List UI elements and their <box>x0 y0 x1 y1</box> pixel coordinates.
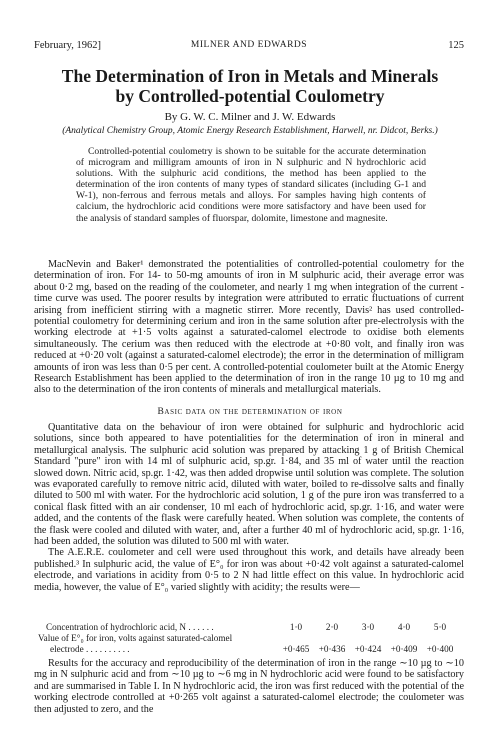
results-paragraph: Results for the accuracy and reproducibility of the determination of iron in the range ∼10 µg to ∼10 mg in N sulphuric acid and from ∼10 µg to ∼6 mg in N hydrochloric acid were found to be satisfactory and are summarised in Table I. In N hydrochloric acid, the iron was first reduced with the potential of the working electrode controlled at +0·265 volt against a saturated-calomel electrode; the coulometer was then adjusted to zero, and the <box>34 658 464 715</box>
basic-data-paragraph-1: Quantitative data on the behaviour of iron were obtained for sulphuric and hydrochloric acid solutions, since both appeared to have potentialities for the determination of iron in mineral and metallurgical analysis. The sulphuric acid solution was prepared by attacking 1 g of British Chemical Standard "pure" iron with 14 ml of sulphuric acid, sp.gr. 1·84, and 35 ml of water until the reaction slowed down. Nitric acid, sp.gr. 1·42, was then added dropwise until solution was complete. The solution was evaporated carefully to remove nitric acid, diluted with water, boiled to re-dissolve salts and finally diluted to 500 ml with water. For the hydrochloric acid solution, 1 g of the pure iron was transferred to a conical flask fitted with an air condenser, 10 ml each of hydrochloric acid, sp.gr. 1·16, and water were added, and the contents of the flask were carefully heated. When solution was complete, the contents of the flask were cooled and diluted with water, and, after a further 40 ml of hydrochloric acid, sp.gr. 1·16, had been added, the solution was diluted to 500 ml with water. <box>34 422 464 548</box>
running-title: MILNER AND EDWARDS <box>190 40 308 50</box>
concentration-value: 5·0 <box>433 622 447 632</box>
concentration-value: 4·0 <box>397 622 411 632</box>
issue-date: February, 1962] <box>34 40 101 51</box>
concentration-value: 2·0 <box>325 622 339 632</box>
potential-value: +0·465 <box>282 644 310 654</box>
page-number: 125 <box>448 40 464 51</box>
table-row-concentration <box>34 622 464 633</box>
basic-data-paragraph-2: The A.E.R.E. coulometer and cell were used throughout this work, and details have already been published.³ In sulphuric acid, the value of E°₀ for iron was about +0·42 volt against a saturated-calomel electrode, and variations in acidity from 0·5 to 2 N had little effect on this value. In hydrochloric acid media, however, the value of E°₀ varied slightly with acidity; the results were— <box>34 547 464 593</box>
abstract: Controlled-potential coulometry is shown to be suitable for the accurate determination of microgram and milligram amounts of iron in N sulphuric and N hydrochloric acid solutions. With the sulphuric acid conditions, the method has been applied to the determination of the iron contents of many types of standard silicates (including G-1 and W-1), non-ferrous and ferrous metals and alloys. For samples having high contents of calcium, the hydrochloric acid conditions were more satisfactory and have been used for the analysis of standard samples of fluorspar, dolomite, limestone and magnesite. <box>76 146 426 224</box>
potential-label-cont: electrode . . . . . . . . . . <box>50 644 130 654</box>
concentration-value: 3·0 <box>361 622 375 632</box>
concentration-value: 1·0 <box>289 622 303 632</box>
potential-label: Value of E°₀ for iron, volts against saturated-calomel <box>38 633 233 643</box>
introduction-paragraph: MacNevin and Baker¹ demonstrated the potentialities of controlled-potential coulometry for the determination of iron. For 14- to 50-mg amounts of iron in M sulphuric acid, their average error was about 0·2 mg, based on the reading of the coulometer, and nearly 1 mg when integration of the current - time curve was used. The poorer results by integration were attributed to erratic fluctuations of current arising from inefficient stirring with a magnetic stirrer. More recently, Davis² has used controlled-potential coulometry for determining cerium and iron in the same solution after pre-electrolysis with the working electrode at +1·5 volts against a saturated-calomel electrode to oxidise both elements simultaneously. The cerium was then reduced with the electrode at +0·80 volt, and finally iron was reduced at +0·20 volt (against a saturated-calomel electrode); the error in the determination of milligram amounts of iron was less than 0·5 per cent. A controlled-potential coulometer built at the Atomic Energy Research Establishment has been applied to the determination of iron in the range 10 µg to 10 mg and also to the determination of the iron contents of minerals and metallurgical materials. <box>34 259 464 396</box>
running-header <box>34 40 464 54</box>
author-line: By G. W. C. Milner and J. W. Edwards <box>164 111 336 123</box>
potential-value: +0·436 <box>318 644 346 654</box>
article-title <box>30 66 470 106</box>
affiliation: (Analytical Chemistry Group, Atomic Energy Research Establishment, Harwell, nr. Didcot, Berks.) <box>62 126 438 136</box>
inline-data-table <box>34 622 464 655</box>
table-row-value-label <box>34 633 464 644</box>
concentration-label: Concentration of hydrochloric acid, N . . . . . . <box>46 622 214 632</box>
table-row-potential <box>34 644 464 655</box>
title-line-1: The Determination of Iron in Metals and Minerals <box>61 66 439 86</box>
title-line-2: by Controlled-potential Coulometry <box>115 86 385 106</box>
basic-data-section <box>34 422 464 593</box>
potential-value: +0·400 <box>426 644 454 654</box>
section-heading: Basic data on the determination of iron <box>157 407 343 417</box>
potential-value: +0·424 <box>354 644 382 654</box>
potential-value: +0·409 <box>390 644 418 654</box>
